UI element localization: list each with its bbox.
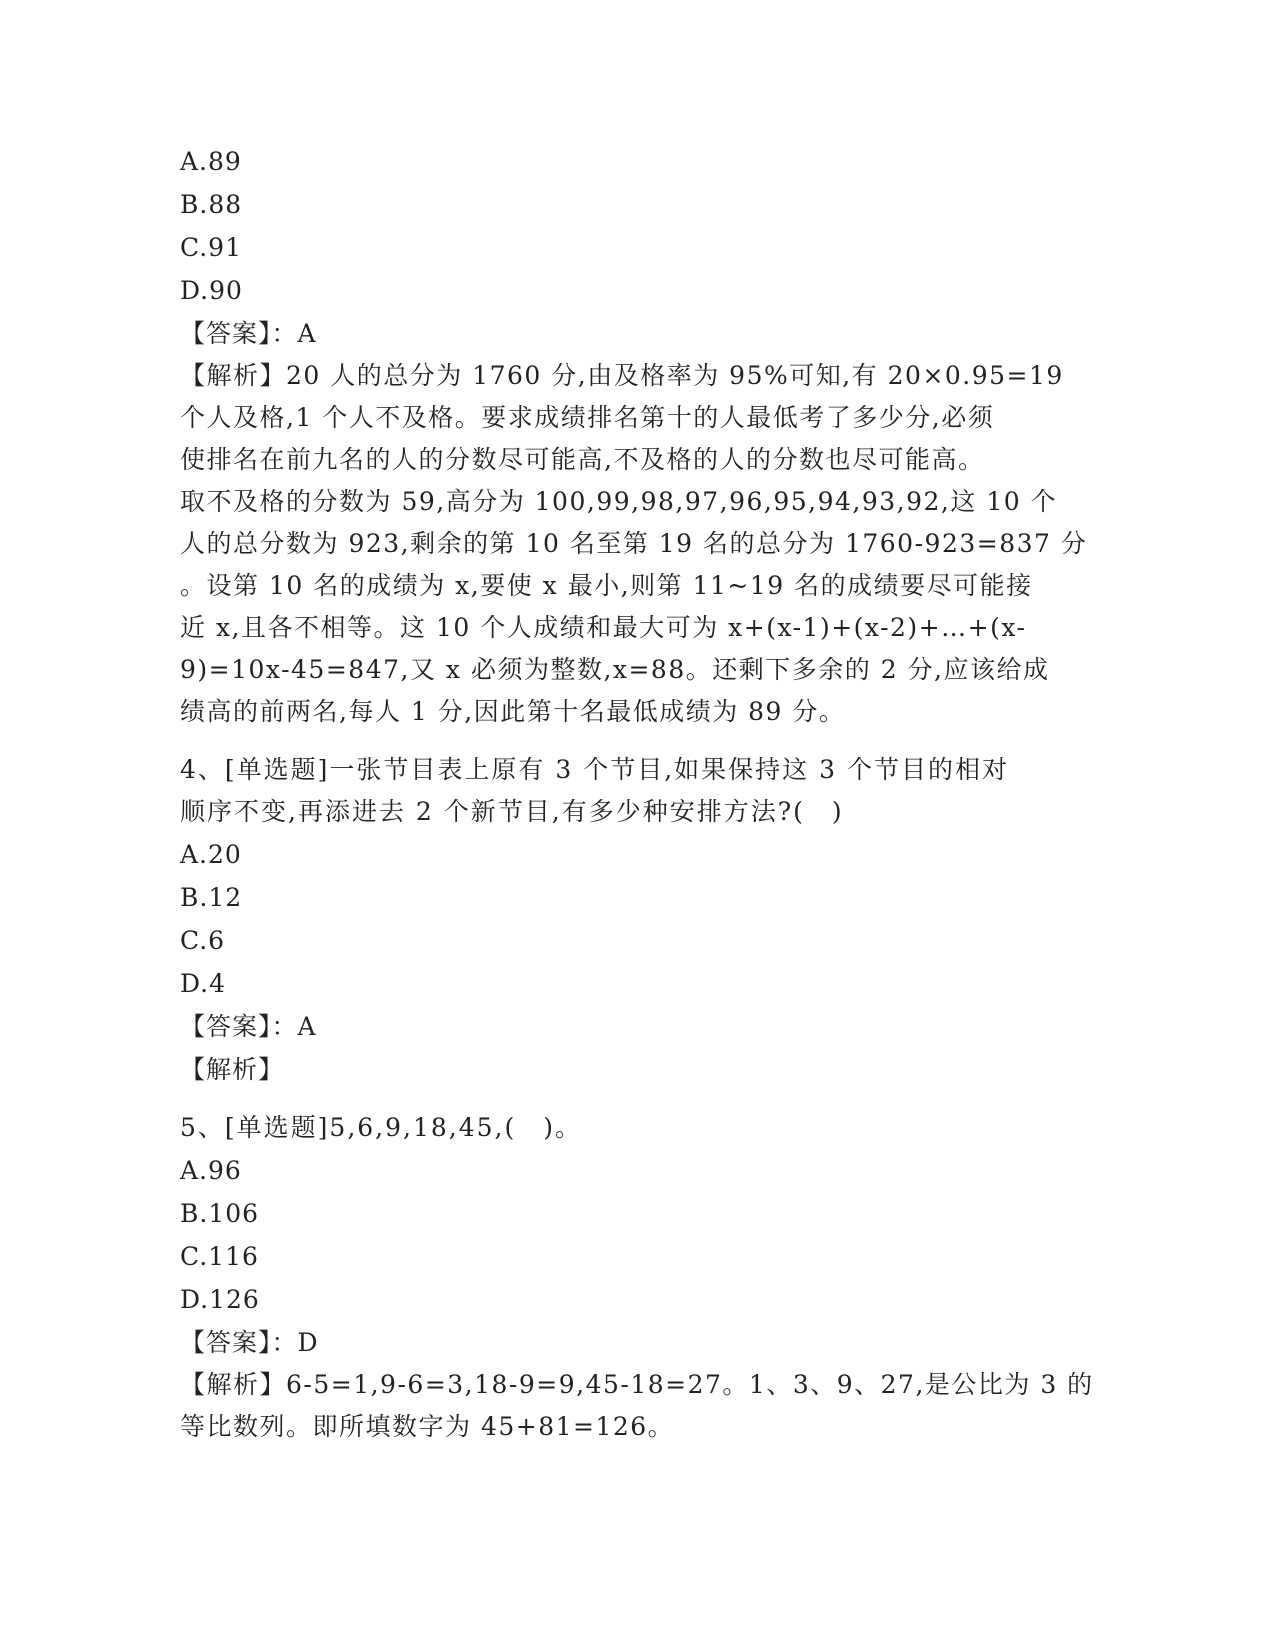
option-c: C.91 <box>180 233 242 262</box>
analysis-line: 使排名在前九名的人的分数尽可能高,不及格的人的分数也尽可能高。 <box>180 445 985 474</box>
analysis-line: 近 x,且各不相等。这 10 个人成绩和最大可为 x+(x-1)+(x-2)+…+(x- <box>180 613 1027 642</box>
option-c: C.116 <box>180 1242 259 1271</box>
analysis-line: 绩高的前两名,每人 1 分,因此第十名最低成绩为 89 分。 <box>180 697 846 726</box>
question-title-line: 顺序不变,再添进去 2 个新节目,有多少种安排方法?( ) <box>180 797 844 826</box>
option-d: D.90 <box>180 276 243 305</box>
document-page <box>180 140 1094 1448</box>
answer: 【答案】：D <box>180 1328 319 1357</box>
question-3 <box>180 140 1088 733</box>
analysis <box>180 1364 1094 1448</box>
option-b: B.12 <box>180 883 243 912</box>
option-b: B.106 <box>180 1199 260 1228</box>
answer: 【答案】：A <box>180 1012 317 1041</box>
analysis-line: 等比数列。即所填数字为 45+81=126。 <box>180 1412 675 1441</box>
question-title <box>180 1107 1060 1149</box>
option-b: B.88 <box>180 190 243 219</box>
analysis-line: 。设第 10 名的成绩为 x,要使 x 最小,则第 11~19 名的成绩要尽可能接 <box>180 571 1033 600</box>
option-a: A.20 <box>180 840 242 869</box>
option-c: C.6 <box>180 926 226 955</box>
question-5 <box>180 1107 1094 1448</box>
option-a: A.89 <box>180 147 242 176</box>
analysis: 【解析】 <box>180 1055 285 1084</box>
option-d: D.4 <box>180 969 227 998</box>
question-title <box>180 749 1060 833</box>
answer: 【答案】：A <box>180 319 317 348</box>
option-a: A.96 <box>180 1156 242 1185</box>
analysis-line: 【解析】20 人的总分为 1760 分,由及格率为 95%可知,有 20×0.95=19 <box>180 361 1064 390</box>
analysis <box>180 355 1088 733</box>
option-d: D.126 <box>180 1285 260 1314</box>
analysis-line: 取不及格的分数为 59,高分为 100,99,98,97,96,95,94,93,92,这 10 个 <box>180 487 1058 516</box>
question-title-line: 4、[单选题]一张节目表上原有 3 个节目,如果保持这 3 个节目的相对 <box>180 755 1009 784</box>
question-4 <box>180 749 1060 1091</box>
analysis-line: 人的总分数为 923,剩余的第 10 名至第 19 名的总分为 1760-923=837 分 <box>180 529 1088 558</box>
analysis-line: 【解析】6-5=1,9-6=3,18-9=9,45-18=27。1、3、9、27,是公比为 3 的 <box>180 1370 1094 1399</box>
analysis-line: 个人及格,1 个人不及格。要求成绩排名第十的人最低考了多少分,必须 <box>180 403 995 432</box>
analysis-line: 9)=10x-45=847,又 x 必须为整数,x=88。还剩下多余的 2 分,应该给成 <box>180 655 1050 684</box>
question-title-line: 5、[单选题]5,6,9,18,45,( )。 <box>180 1113 582 1142</box>
